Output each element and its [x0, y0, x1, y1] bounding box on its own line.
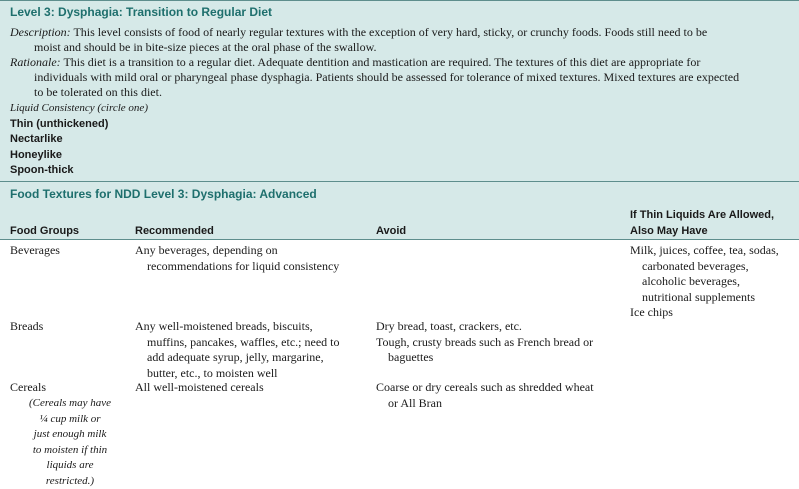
consistency-option-honeylike[interactable]: Honeylike	[10, 149, 62, 161]
description-label: Description:	[10, 25, 71, 39]
consistency-option-nectarlike[interactable]: Nectarlike	[10, 133, 63, 145]
column-header-thin-liquids	[630, 207, 774, 239]
row-breads-recommended: Any well-moistened breads, biscuits, muffins, pancakes, waffles, etc.; need to add adequate syrup, jelly, margarine, butter, etc., to moisten well	[135, 319, 340, 380]
row-beverages-group: Beverages	[10, 243, 60, 257]
row-beverages-thin: Milk, juices, coffee, tea, sodas, carbonated beverages, alcoholic beverages, nutritional supplements Ice chips	[630, 243, 779, 319]
row-breads-group: Breads	[10, 319, 44, 333]
top-rule	[0, 0, 799, 1]
liquid-consistency-label: Liquid Consistency (circle one)	[10, 102, 148, 114]
column-header-recommended: Recommended	[135, 225, 214, 237]
row-breads-avoid: Dry bread, toast, crackers, etc. Tough, crusty breads such as French bread or baguettes	[376, 319, 594, 364]
rationale-paragraph	[10, 55, 785, 100]
rationale-label: Rationale:	[10, 55, 61, 69]
row-cereals-recommended: All well-moistened cereals	[135, 380, 264, 394]
level-title: Level 3: Dysphagia: Transition to Regular Diet	[10, 5, 273, 19]
section-divider	[0, 181, 799, 182]
table-title: Food Textures for NDD Level 3: Dysphagia: Advanced	[10, 187, 317, 201]
consistency-option-thin[interactable]: Thin (unthickened)	[10, 118, 109, 130]
consistency-option-spoon-thick[interactable]: Spoon-thick	[10, 164, 74, 176]
row-cereals-note: (Cereals may have ¼ cup milk or just enough milk to moisten if thin liquids are restricted.)	[28, 397, 112, 487]
row-cereals-avoid: Coarse or dry cereals such as shredded wheat or All Bran	[376, 380, 594, 410]
rationale-line-3: to be tolerated on this diet.	[34, 85, 162, 99]
rationale-line-1: Rationale: This diet is a transition to a regular diet. Adequate dentition and mastication are required. The textures of this diet are appropriate for	[10, 55, 701, 69]
column-header-avoid: Avoid	[376, 225, 407, 237]
thin-header-line-1: If Thin Liquids Are Allowed,	[630, 209, 775, 221]
rationale-line-2: individuals with mild oral or pharyngeal phase dysphagia. Patients should be assessed for tolerance of mixed textures. Mixed textures are expected	[34, 70, 740, 84]
thin-header-line-2: Also May Have	[630, 225, 708, 237]
column-header-food-groups: Food Groups	[10, 225, 80, 237]
description-line-1: Description: This level consists of food of nearly regular textures with the exception of very hard, sticky, or crunchy foods. Foods still need to be	[10, 25, 708, 39]
row-beverages-recommended: Any beverages, depending on recommendations for liquid consistency	[135, 243, 340, 273]
row-cereals-group: Cereals	[10, 380, 46, 394]
header-bottom-rule	[0, 239, 799, 240]
description-paragraph	[10, 25, 785, 55]
description-line-2: moist and should be in bite-size pieces at the oral phase of the swallow.	[34, 40, 377, 54]
